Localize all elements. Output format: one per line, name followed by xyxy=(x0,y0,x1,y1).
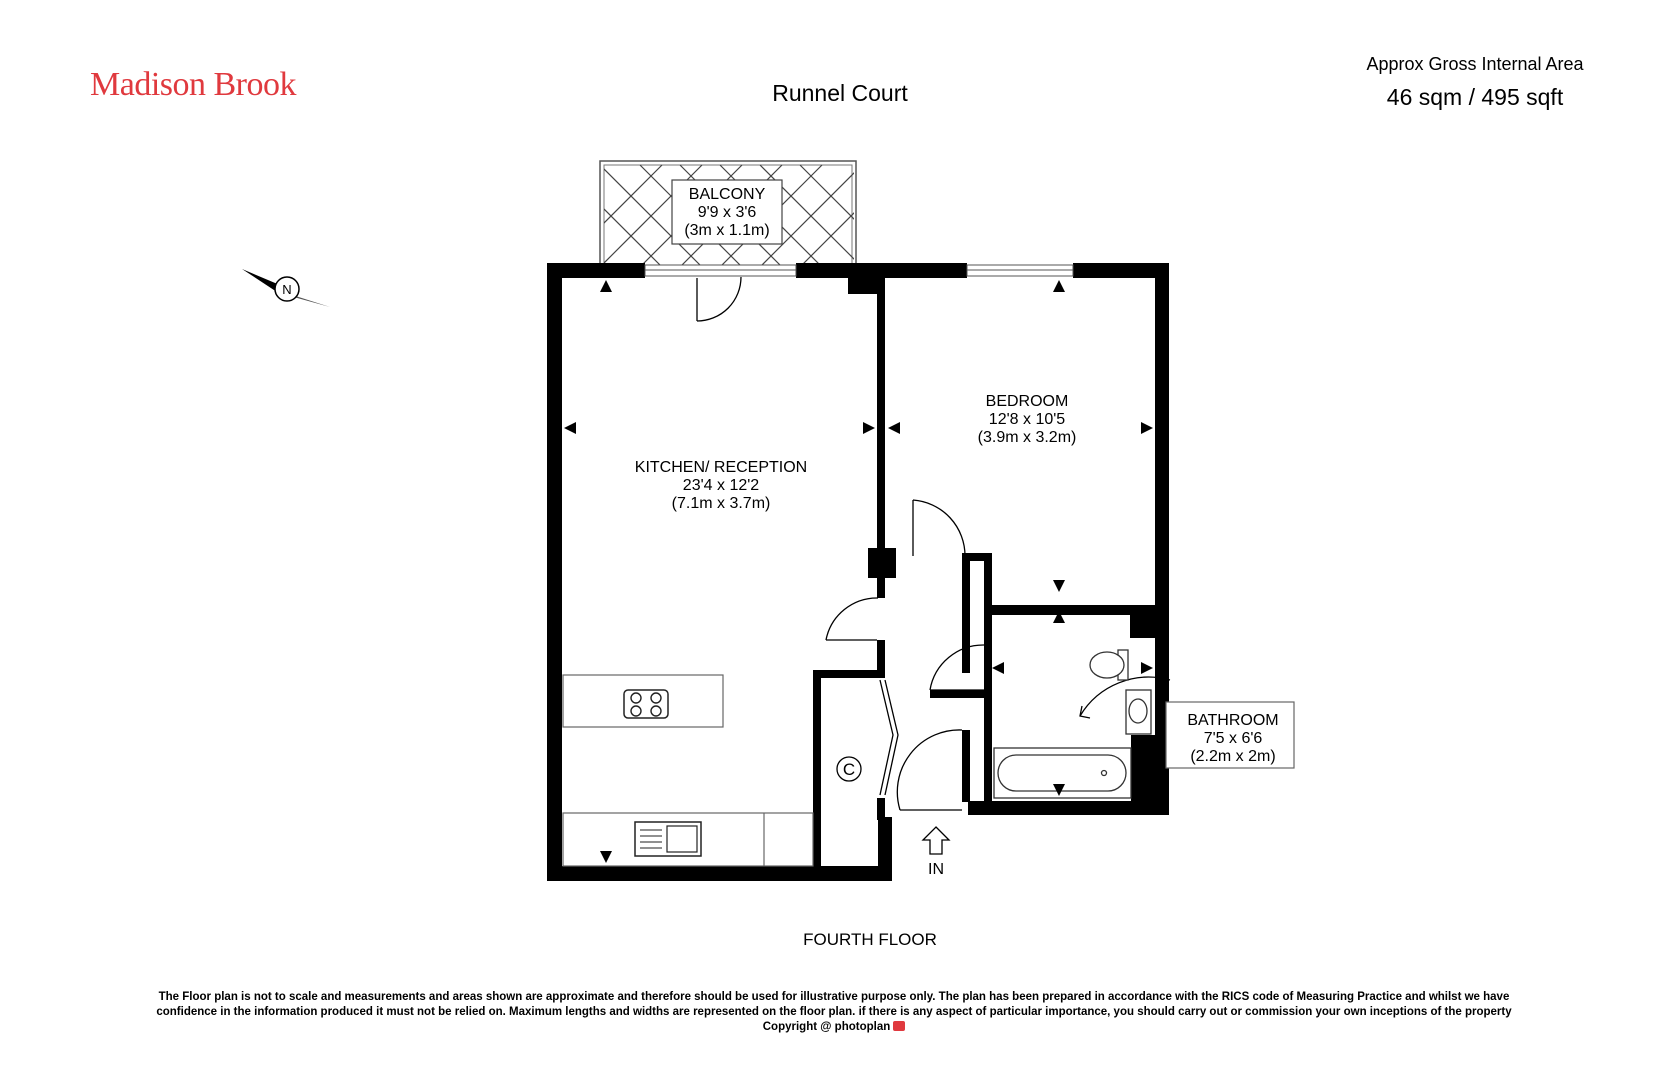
photoplan-logo-icon xyxy=(893,1021,905,1031)
floor-label: FOURTH FLOOR xyxy=(803,930,937,949)
bathroom-name: BATHROOM xyxy=(1187,712,1279,729)
sink-icon xyxy=(635,822,701,856)
disclaimer-line-1: The Floor plan is not to scale and measurements and areas shown are approximate and therefore should be used for illustrative purpose only. The plan has been prepared in accordance with the RICS code of Measuring Practice and whilst we have xyxy=(158,991,1510,1003)
gross-area-label: Approx Gross Internal Area xyxy=(1366,54,1584,74)
balcony-metric: (3m x 1.1m) xyxy=(684,222,770,239)
bathroom-metric: (2.2m x 2m) xyxy=(1190,748,1276,765)
bedroom-metric: (3.9m x 3.2m) xyxy=(977,429,1077,446)
kitchen-name: KITCHEN/ RECEPTION xyxy=(634,459,808,476)
balcony-name: BALCONY xyxy=(688,186,766,203)
door-swings xyxy=(697,277,1170,810)
bathroom-imperial: 7'5 x 6'6 xyxy=(1203,730,1263,747)
compass-north-label: N xyxy=(282,282,292,297)
bedroom-name: BEDROOM xyxy=(985,393,1069,410)
basin-icon xyxy=(1126,690,1151,734)
photoplan-brand: photoplan xyxy=(834,1021,891,1033)
kitchen-imperial: 23'4 x 12'2 xyxy=(682,477,760,494)
bathroom-fixtures xyxy=(994,650,1151,798)
entrance-label: IN xyxy=(928,861,944,878)
compass-icon xyxy=(242,269,330,307)
copyright-text: Copyright @ xyxy=(762,1021,832,1033)
entrance-arrow-icon xyxy=(923,827,949,878)
kitchen-island xyxy=(563,675,723,727)
disclaimer xyxy=(60,990,1608,1035)
kitchen-worktop xyxy=(563,813,813,866)
cupboard-marker xyxy=(837,757,861,781)
agency-logo: Madison Brook xyxy=(90,66,296,103)
hob-icon xyxy=(624,690,668,718)
toilet-icon xyxy=(1090,650,1128,680)
bedroom-imperial: 12'8 x 10'5 xyxy=(988,411,1066,428)
svg-text:C: C xyxy=(842,760,856,779)
property-title: Runnel Court xyxy=(772,80,908,106)
disclaimer-line-2: confidence in the information produced it must not be relied on. Maximum lengths and widths are represented on the floor plan. if there is any aspect of particular importance, you should carry out or commission your own inceptions of the property xyxy=(156,1006,1512,1018)
gross-area-value: 46 sqm / 495 sqft xyxy=(1386,84,1564,110)
copyright-line xyxy=(60,1020,1608,1035)
kitchen-metric: (7.1m x 3.7m) xyxy=(671,495,771,512)
balcony-imperial: 9'9 x 3'6 xyxy=(697,204,757,221)
